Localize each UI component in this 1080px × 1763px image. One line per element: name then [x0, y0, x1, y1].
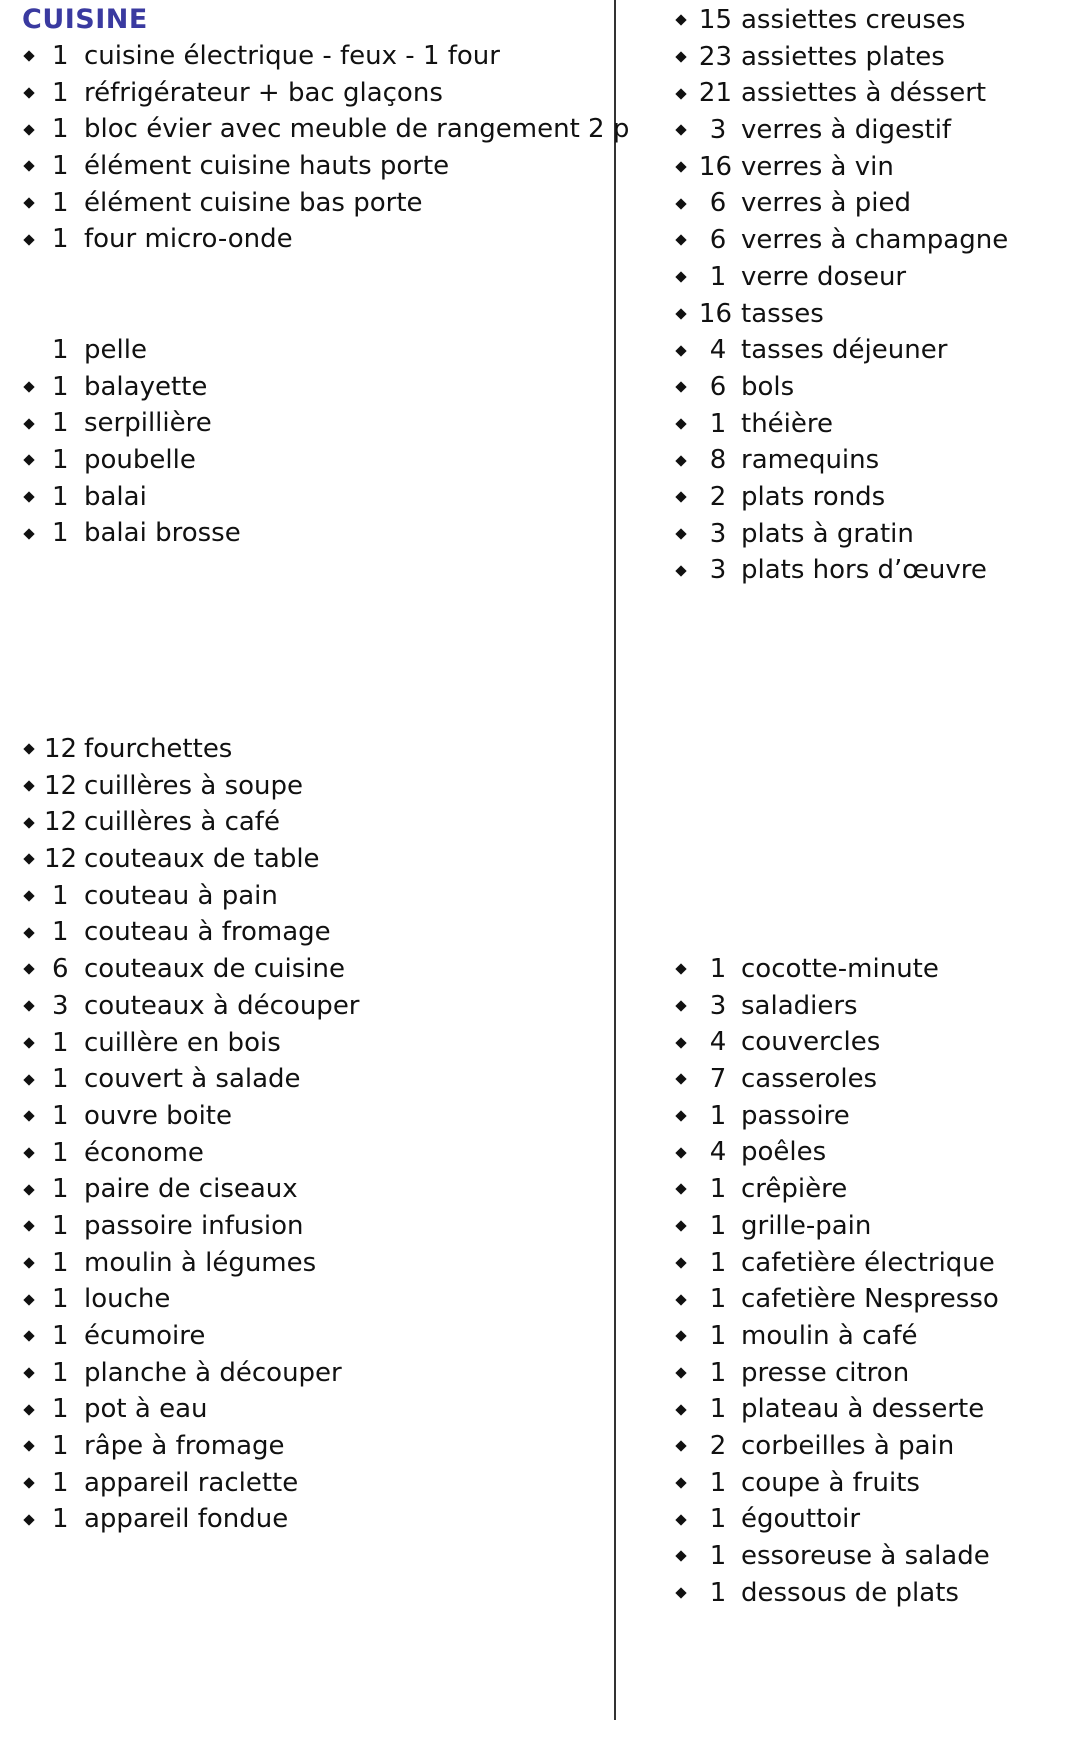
item-label: casseroles	[741, 1064, 878, 1095]
bullet-icon	[675, 161, 686, 172]
item-label: balai	[84, 481, 147, 512]
bullet-icon	[23, 161, 34, 172]
item-label: cuillères à soupe	[84, 770, 303, 801]
item-label: verre doseur	[741, 261, 907, 292]
bullet-icon	[23, 234, 34, 245]
bullet-icon	[675, 1074, 686, 1085]
item-quantity: 1	[52, 1357, 69, 1388]
item-label: élément cuisine hauts porte	[84, 151, 450, 182]
item-quantity: 1	[52, 1394, 69, 1425]
item-quantity: 1	[709, 954, 727, 984]
bullet-icon	[23, 1367, 34, 1378]
bullet-icon	[23, 817, 34, 828]
item-label: couteaux de cuisine	[84, 954, 345, 985]
bullet-icon	[23, 1074, 34, 1085]
item-quantity: 1	[709, 1504, 727, 1535]
bullet-icon	[675, 1000, 686, 1011]
item-label: cafetière électrique	[741, 1247, 995, 1278]
item-label: corbeilles à pain	[741, 1430, 955, 1461]
bullet-icon	[23, 1257, 34, 1268]
bullet-icon	[675, 271, 686, 282]
item-quantity: 3	[709, 990, 727, 1021]
bullet-icon	[675, 198, 686, 209]
item-quantity: 1	[52, 1431, 69, 1462]
item-quantity: 1	[709, 261, 727, 292]
page-title: CUISINE	[22, 4, 148, 35]
item-quantity: 16	[698, 151, 732, 182]
item-quantity: 15	[698, 5, 732, 35]
item-label: tasses déjeuner	[741, 335, 948, 366]
item-quantity: 1	[52, 880, 69, 911]
item-quantity: 2	[709, 1430, 727, 1461]
item-quantity: 1	[709, 408, 727, 439]
bullet-icon	[675, 1110, 686, 1121]
bullet-icon	[675, 1037, 686, 1048]
item-label: assiettes à déssert	[741, 78, 987, 109]
item-quantity: 12	[44, 770, 78, 801]
item-quantity: 4	[709, 1137, 727, 1168]
item-quantity: 8	[709, 445, 727, 476]
item-quantity: 12	[44, 807, 78, 838]
bullet-icon	[23, 780, 34, 791]
item-quantity: 3	[709, 518, 727, 549]
bullet-icon	[675, 1331, 686, 1342]
bullet-icon	[23, 1404, 34, 1415]
item-label: plateau à desserte	[741, 1394, 985, 1425]
item-label: coupe à fruits	[741, 1467, 920, 1498]
item-quantity: 4	[709, 335, 727, 366]
item-label: verres à vin	[741, 151, 894, 182]
item-quantity: 1	[52, 151, 69, 182]
bullet-icon	[675, 492, 686, 503]
bullet-icon	[675, 382, 686, 393]
bullet-icon	[675, 51, 686, 62]
item-quantity: 1	[709, 1284, 727, 1315]
bullet-icon	[23, 964, 34, 975]
bullet-icon	[23, 890, 34, 901]
item-label: balayette	[84, 371, 208, 402]
item-quantity: 1	[52, 1064, 69, 1095]
item-quantity: 6	[709, 371, 727, 402]
bullet-icon	[675, 964, 686, 975]
item-label: moulin à légumes	[84, 1247, 317, 1278]
item-label: couteau à pain	[84, 880, 278, 911]
item-label: poubelle	[84, 445, 196, 476]
bullet-icon	[675, 528, 686, 539]
item-label: cocotte-minute	[741, 954, 939, 984]
bullet-icon	[675, 1404, 686, 1415]
item-quantity: 1	[52, 1210, 69, 1241]
item-quantity: 1	[52, 408, 69, 439]
bullet-icon	[23, 124, 34, 135]
item-quantity: 1	[52, 1174, 69, 1205]
item-quantity: 3	[709, 115, 727, 146]
item-label: plats ronds	[741, 481, 886, 512]
item-label: cuillères à café	[84, 807, 280, 838]
bullet-icon	[675, 1220, 686, 1231]
item-label: verres à digestif	[741, 115, 952, 146]
item-label: économe	[84, 1137, 204, 1168]
item-label: poêles	[741, 1137, 827, 1168]
item-quantity: 1	[709, 1357, 727, 1388]
bullet-icon	[23, 744, 34, 755]
item-label: plats à gratin	[741, 518, 914, 549]
item-quantity: 1	[52, 371, 69, 402]
item-label: appareil fondue	[84, 1504, 289, 1535]
item-quantity: 21	[698, 78, 732, 109]
item-quantity: 16	[698, 298, 732, 329]
item-label: ramequins	[741, 445, 880, 476]
item-label: moulin à café	[741, 1320, 918, 1351]
column-divider	[614, 0, 616, 1720]
bullet-icon	[675, 345, 686, 356]
item-quantity: 1	[52, 77, 69, 108]
bullet-icon	[23, 1331, 34, 1342]
bullet-icon	[675, 1257, 686, 1268]
item-label: bols	[741, 371, 795, 402]
item-quantity: 6	[52, 954, 69, 985]
item-quantity: 1	[709, 1247, 727, 1278]
item-label: verres à champagne	[741, 225, 1009, 256]
item-label: plats hors d’œuvre	[741, 555, 987, 586]
item-label: fourchettes	[84, 734, 233, 764]
item-label: grille-pain	[741, 1210, 872, 1241]
item-quantity: 3	[52, 990, 69, 1021]
bullet-icon	[675, 1477, 686, 1488]
item-label: four micro-onde	[84, 224, 293, 255]
item-quantity: 6	[709, 188, 727, 219]
item-quantity: 12	[44, 844, 78, 875]
bullet-icon	[23, 381, 34, 392]
item-label: appareil raclette	[84, 1467, 299, 1498]
bullet-icon	[23, 1514, 34, 1525]
bullet-icon	[23, 1441, 34, 1452]
bullet-icon	[675, 88, 686, 99]
bullet-icon	[675, 455, 686, 466]
item-quantity: 1	[52, 335, 69, 365]
item-quantity: 1	[52, 445, 69, 476]
bullet-icon	[23, 1477, 34, 1488]
item-label: assiettes creuses	[741, 5, 966, 35]
item-quantity: 1	[52, 114, 69, 145]
item-quantity: 6	[709, 225, 727, 256]
item-label: passoire	[741, 1100, 850, 1131]
bullet-icon	[675, 1587, 686, 1598]
item-quantity: 1	[709, 1394, 727, 1425]
bullet-icon	[675, 235, 686, 246]
bullet-icon	[23, 1184, 34, 1195]
item-label: ouvre boite	[84, 1100, 232, 1131]
item-label: râpe à fromage	[84, 1431, 285, 1462]
item-quantity: 1	[52, 1504, 69, 1535]
item-quantity: 1	[52, 917, 69, 948]
bullet-icon	[23, 1037, 34, 1048]
item-label: couteau à fromage	[84, 917, 331, 948]
item-quantity: 1	[52, 224, 69, 255]
bullet-icon	[675, 1367, 686, 1378]
item-label: crêpière	[741, 1174, 848, 1205]
item-label: tasses	[741, 298, 824, 329]
item-label: balai brosse	[84, 518, 241, 549]
bullet-icon	[23, 1294, 34, 1305]
item-label: presse citron	[741, 1357, 910, 1388]
item-quantity: 1	[52, 1100, 69, 1131]
bullet-icon	[23, 455, 34, 466]
bullet-icon	[23, 1111, 34, 1122]
item-label: couteaux de table	[84, 844, 320, 875]
item-label: dessous de plats	[741, 1577, 959, 1608]
bullet-icon	[23, 51, 34, 62]
bullet-icon	[675, 1294, 686, 1305]
item-label: couvercles	[741, 1027, 881, 1058]
item-quantity: 1	[52, 481, 69, 512]
item-label: réfrigérateur + bac glaçons	[84, 77, 443, 108]
item-label: saladiers	[741, 990, 858, 1021]
item-quantity: 1	[709, 1174, 727, 1205]
bullet-icon	[23, 1147, 34, 1158]
bullet-icon	[675, 15, 686, 26]
bullet-icon	[23, 927, 34, 938]
item-label: cafetière Nespresso	[741, 1284, 999, 1315]
item-quantity: 1	[52, 1467, 69, 1498]
item-label: élément cuisine bas porte	[84, 187, 423, 218]
bullet-icon	[23, 528, 34, 539]
item-label: essoreuse à salade	[741, 1541, 990, 1571]
item-quantity: 12	[44, 734, 78, 764]
bullet-icon	[675, 1514, 686, 1525]
item-quantity: 1	[52, 41, 69, 71]
bullet-icon	[23, 854, 34, 865]
item-label: assiettes plates	[741, 41, 945, 72]
item-quantity: 2	[709, 481, 727, 512]
item-quantity: 1	[52, 1137, 69, 1168]
bullet-icon	[675, 1184, 686, 1195]
item-quantity: 1	[52, 187, 69, 218]
item-quantity: 1	[709, 1320, 727, 1351]
bullet-icon	[23, 197, 34, 208]
item-label: cuisine électrique - feux - 1 four	[84, 41, 500, 71]
item-label: serpillière	[84, 408, 212, 439]
item-quantity: 1	[52, 1247, 69, 1278]
bullet-icon	[23, 491, 34, 502]
item-label: louche	[84, 1284, 171, 1315]
item-label: couteaux à découper	[84, 990, 360, 1021]
item-quantity: 4	[709, 1027, 727, 1058]
item-label: théière	[741, 408, 834, 439]
item-quantity: 7	[709, 1064, 727, 1095]
item-label: planche à découper	[84, 1357, 342, 1388]
item-label: couvert à salade	[84, 1064, 301, 1095]
item-label: verres à pied	[741, 188, 911, 219]
bullet-icon	[23, 1000, 34, 1011]
item-quantity: 23	[698, 41, 732, 72]
item-quantity: 1	[709, 1577, 727, 1608]
bullet-icon	[675, 1441, 686, 1452]
item-quantity: 1	[52, 1321, 69, 1351]
item-label: pot à eau	[84, 1394, 208, 1425]
bullet-icon	[675, 418, 686, 429]
item-label: passoire infusion	[84, 1210, 304, 1241]
item-quantity: 1	[709, 1541, 727, 1571]
item-quantity: 1	[52, 1284, 69, 1315]
bullet-icon	[23, 418, 34, 429]
item-quantity: 1	[709, 1100, 727, 1131]
item-quantity: 1	[52, 1027, 69, 1058]
item-label: pelle	[84, 335, 147, 365]
bullet-icon	[675, 565, 686, 576]
item-label: bloc évier avec meuble de rangement 2 p	[84, 114, 630, 145]
item-label: paire de ciseaux	[84, 1174, 298, 1205]
item-quantity: 1	[709, 1210, 727, 1241]
bullet-icon	[675, 1147, 686, 1158]
item-quantity: 3	[709, 555, 727, 586]
bullet-icon	[675, 1551, 686, 1562]
item-quantity: 1	[709, 1467, 727, 1498]
item-label: écumoire	[84, 1321, 206, 1351]
item-quantity: 1	[52, 518, 69, 549]
item-label: cuillère en bois	[84, 1027, 281, 1058]
bullet-icon	[675, 125, 686, 136]
bullet-icon	[23, 87, 34, 98]
item-label: égouttoir	[741, 1504, 861, 1535]
bullet-icon	[23, 1221, 34, 1232]
bullet-icon	[675, 308, 686, 319]
